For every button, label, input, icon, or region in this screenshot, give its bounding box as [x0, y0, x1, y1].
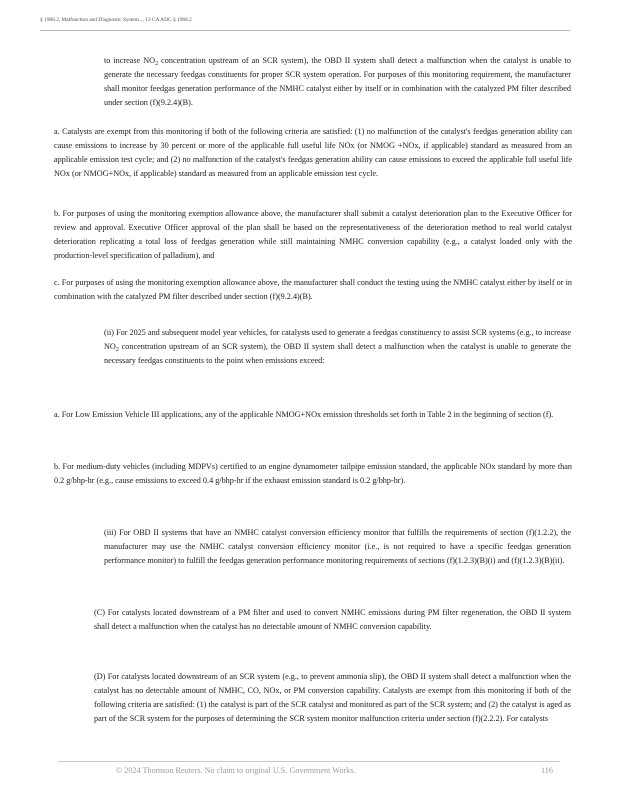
running-header: § 1968.2. Malfunction and Diagnostic System..., 13 CA ADC § 1968.2: [40, 17, 192, 23]
page-number: 116: [541, 766, 553, 775]
paragraph-2025-model-year: (ii) For 2025 and subsequent model year vehicles, for catalysts used to generate a feedgas constituency to assist SCR systems (e.g., to increase $NO_2$ concentration upstream of an SCR system), the OBD II system shall detect a malfunction when the catalyst is unable to generate the necessary feedgas constituents to the point when emissions exceed:: [104, 328, 571, 366]
paragraph-deterioration-plan-b: b. For purposes of using the monitoring exemption allowance above, the manufacturer shall submit a catalyst deterioration plan to the Executive Officer for review and approval. Executive Officer approval of the plan shall be based on the representativeness of the deterioration method to real world catalyst deterioration replicating a total loss of feedgas generation while still maintaining NMHC conversion capability (e.g., a catalyst loaded only with the production-level specification of palladium), and: [54, 209, 572, 261]
paragraph-lev-iii-a: a. For Low Emission Vehicle III applications, any of the applicable NMOG+NOx emission thresholds set forth in Table 2 in the beginning of section (f).: [54, 410, 554, 419]
paragraph-testing-c: c. For purposes of using the monitoring exemption allowance above, the manufacturer shall conduct the testing using the NMHC catalyst either by itself or in combination with the catalyzed PM filter described under section (f)(9.2.4)(B).: [54, 278, 572, 302]
paragraph-feedgas-intro: to increase $NO_2$ concentration upstream of an SCR system), the OBD II system shall detect a malfunction when the catalyst is unable to generate the necessary feedgas constituents for proper SCR system operation. For purposes of this monitoring requirement, the manufacturer shall monitor feedgas generation performance of the NMHC catalyst either by itself or in combination with the catalyzed PM filter described under section (f)(9.2.4)(B).: [104, 56, 571, 108]
paragraph-medium-duty-b: b. For medium-duty vehicles (including MDPVs) certified to an engine dynamometer tailpipe emission standard, the applicable NOx standard by more than 0.2 g/bhp-hr (e.g., cause emissions to exceed 0.4 g/bhp-hr if the exhaust emission standard is 0.2 g/bhp-hr).: [54, 462, 572, 486]
footer-divider: [58, 761, 560, 762]
paragraph-exemption-a: a. Catalysts are exempt from this monitoring if both of the following criteria are satisfied: (1) no malfunction of the catalyst's feedgas generation ability can cause emissions to increase by 30 percent or more of the applicable full useful life NOx (or NMOG +NOx, if applicable) standard as measured from an applicable emission test cycle; and (2) no malfunction of the catalyst's feedgas generation ability can cause emissions to exceed the applicable full useful life NOx (or NMOG+NOx, if applicable) standard as measured from an applicable emission test cycle.: [54, 127, 572, 179]
paragraph-nmhc-monitor-iii: (iii) For OBD II systems that have an NMHC catalyst conversion efficiency monitor that fulfills the requirements of section (f)(1.2.2), the manufacturer may use the NMHC catalyst conversion efficiency monitor (i.e., is not required to have a specific feedgas generation performance monitor) to fulfill the feedgas generation performance monitoring requirements of sections (f)(1.2.3)(B)(i) and (f)(1.2.3)(B)(ii).: [104, 528, 571, 566]
footer-copyright: © 2024 Thomson Reuters. No claim to original U.S. Government Works.: [116, 766, 356, 775]
paragraph-pm-filter-c: (C) For catalysts located downstream of a PM filter and used to convert NMHC emissions during PM filter regeneration, the OBD II system shall detect a malfunction when the catalyst has no detectable amount of NMHC conversion capability.: [94, 608, 571, 632]
header-divider: [40, 30, 570, 31]
paragraph-scr-downstream-d: (D) For catalysts located downstream of an SCR system (e.g., to prevent ammonia slip), the OBD II system shall detect a malfunction when the catalyst has no detectable amount of NMHC, CO, NOx, or PM conversion capability. Catalysts are exempt from this monitoring if both of the following criteria are satisfied: (1) the catalyst is part of the SCR catalyst and monitored as part of the SCR system; and (2) the catalyst is aged as part of the SCR system for the purposes of determining the SCR system monitor malfunction criteria under section (f)(2.2.2). For catalysts: [94, 672, 571, 724]
